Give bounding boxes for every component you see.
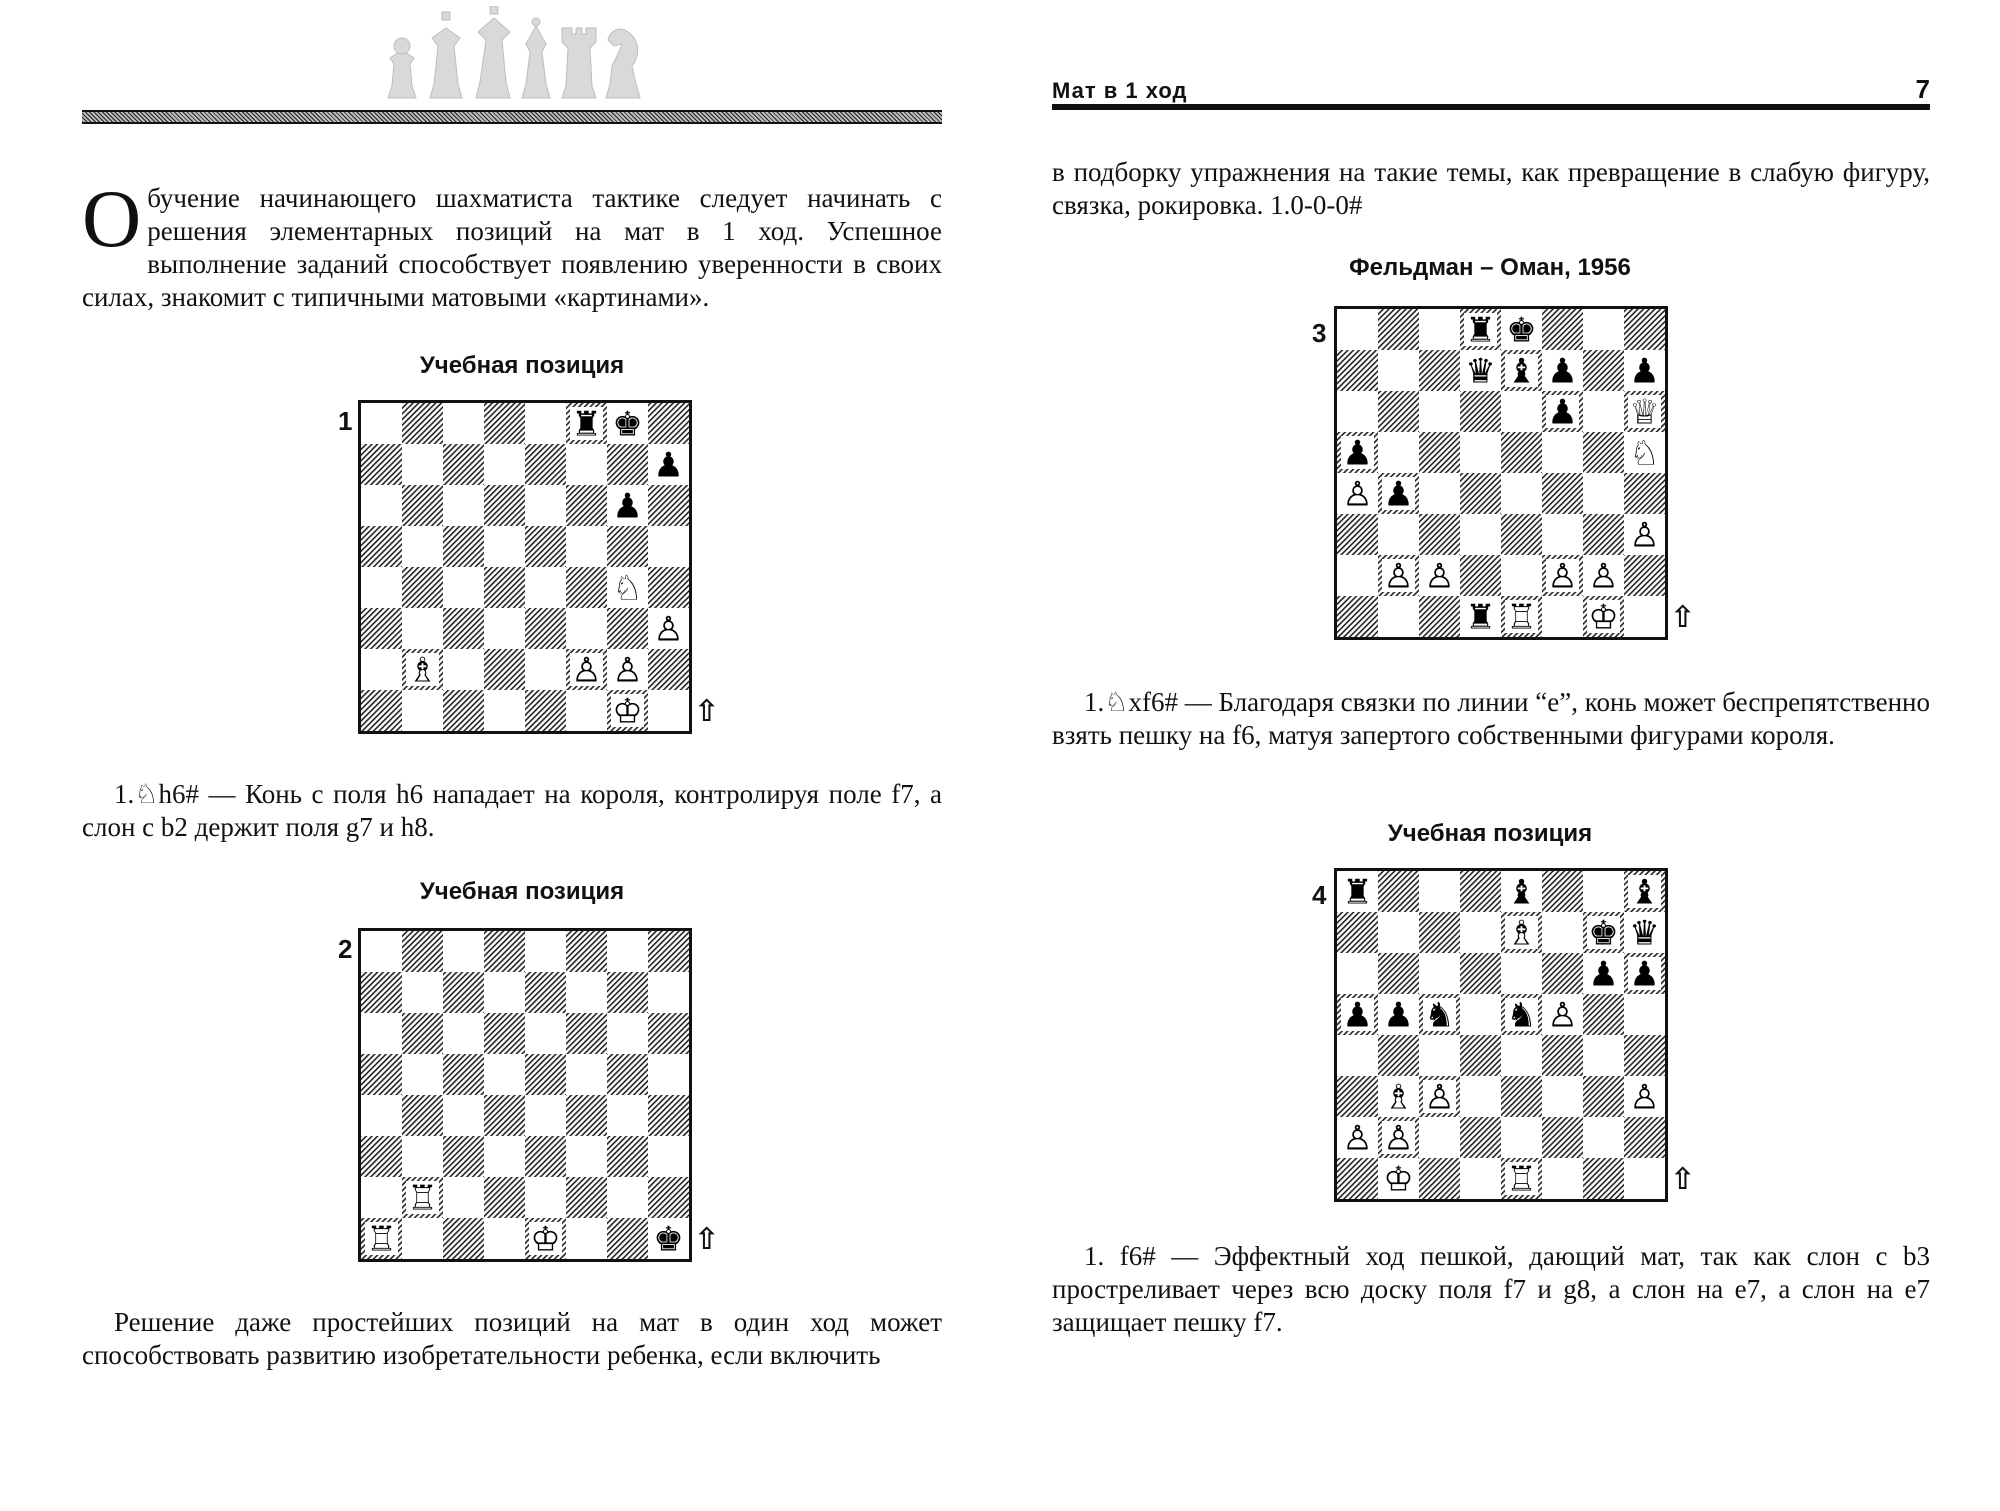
dark-square <box>1542 1117 1583 1158</box>
dropcap: О <box>82 173 142 264</box>
dark-square <box>1337 596 1378 637</box>
white-bishop-icon <box>1382 1078 1415 1118</box>
dark-square <box>1624 309 1665 350</box>
svg-text:♛: ♛ <box>1465 351 1496 392</box>
dark-square <box>402 931 443 972</box>
white-knight-icon <box>611 569 644 609</box>
dark-square <box>1460 391 1501 432</box>
svg-text:♔: ♔ <box>530 1219 561 1259</box>
svg-text:♞: ♞ <box>1506 995 1537 1036</box>
knight-icon: ♘ <box>1104 687 1129 718</box>
chessboard-2 <box>358 928 692 1262</box>
svg-text:♚: ♚ <box>653 1219 684 1259</box>
svg-text:♝: ♝ <box>1629 872 1660 913</box>
white-bishop-icon <box>1505 914 1538 954</box>
dark-square <box>484 485 525 526</box>
closing-paragraph <box>82 1306 942 1372</box>
dark-square <box>607 1054 648 1095</box>
dark-square <box>361 1054 402 1095</box>
white-pawn-icon <box>1587 557 1620 597</box>
svg-text:♙: ♙ <box>1424 1077 1455 1118</box>
dark-square <box>361 526 402 567</box>
black-rook-icon <box>1464 311 1497 351</box>
board-squares <box>361 931 689 1259</box>
dark-square <box>443 444 484 485</box>
dark-square <box>1337 514 1378 555</box>
svg-text:♙: ♙ <box>1547 995 1578 1036</box>
dark-square <box>648 1095 689 1136</box>
svg-text:♙: ♙ <box>1629 1077 1660 1118</box>
dark-square <box>1460 953 1501 994</box>
dark-square <box>648 1177 689 1218</box>
dark-square <box>607 526 648 567</box>
svg-text:♙: ♙ <box>1547 556 1578 597</box>
dark-square <box>1460 871 1501 912</box>
dark-square <box>648 485 689 526</box>
dark-square <box>1460 555 1501 596</box>
running-head: Мат в 1 ход <box>1052 78 1188 103</box>
dark-square <box>566 567 607 608</box>
diagram-4-heading: Учебная позиция <box>1387 820 1593 847</box>
solution-3-text: xf6# — Благодаря связки по линии “е”, конь может беспрепятственно взять пешку на f6, матуя запертого собственными фигурами короля. <box>1052 687 1930 750</box>
dark-square <box>1501 514 1542 555</box>
white-to-move-icon: ⇧ <box>1670 1162 1696 1197</box>
white-pawn-icon <box>1423 1078 1456 1118</box>
black-rook-icon <box>570 405 603 445</box>
black-bishop-icon <box>1628 873 1661 913</box>
solution-3 <box>1052 686 1930 752</box>
svg-text:♖: ♖ <box>1506 1159 1537 1199</box>
black-pawn-icon <box>1628 352 1661 392</box>
svg-text:♚: ♚ <box>1506 310 1537 351</box>
dark-square <box>484 1013 525 1054</box>
dark-square <box>402 403 443 444</box>
black-knight-icon <box>1423 996 1456 1036</box>
dark-square <box>361 444 402 485</box>
svg-text:♗: ♗ <box>407 650 438 691</box>
white-pawn-icon <box>1341 475 1374 515</box>
svg-text:♟: ♟ <box>1588 954 1619 995</box>
solution-3-prefix: 1. <box>1084 687 1105 717</box>
dark-square <box>1378 871 1419 912</box>
black-pawn-icon <box>1382 996 1415 1036</box>
dark-square <box>1378 1035 1419 1076</box>
dark-square <box>1583 432 1624 473</box>
white-pawn-icon <box>652 610 685 650</box>
header-chess-pieces-decoration <box>370 6 650 104</box>
dark-square <box>607 1136 648 1177</box>
board-squares <box>361 403 689 731</box>
dark-square <box>402 1095 443 1136</box>
svg-text:♙: ♙ <box>1383 556 1414 597</box>
dark-square <box>443 1218 484 1259</box>
white-pawn-icon <box>1546 996 1579 1036</box>
dark-square <box>402 567 443 608</box>
diagram-4-number: 4 <box>1312 880 1327 910</box>
white-bishop-icon <box>406 651 439 691</box>
black-pawn-icon <box>1382 475 1415 515</box>
black-rook-icon <box>1464 598 1497 638</box>
svg-text:♙: ♙ <box>1342 474 1373 515</box>
white-rook-icon <box>365 1220 398 1260</box>
white-pawn-icon <box>1382 557 1415 597</box>
dark-square <box>484 931 525 972</box>
board-squares <box>1337 871 1665 1199</box>
dark-square <box>525 690 566 731</box>
dark-square <box>607 1218 648 1259</box>
chessboard-4 <box>1334 868 1668 1202</box>
dark-square <box>1337 1158 1378 1199</box>
white-pawn-icon <box>1423 557 1456 597</box>
svg-text:♔: ♔ <box>612 691 643 731</box>
svg-text:♘: ♘ <box>612 568 643 609</box>
black-pawn-icon <box>1341 996 1374 1036</box>
white-to-move-icon: ⇧ <box>1670 600 1696 635</box>
dark-square <box>525 1054 566 1095</box>
right-page <box>1000 0 2000 1511</box>
dark-square <box>648 403 689 444</box>
white-pawn-icon <box>611 651 644 691</box>
dark-square <box>1378 391 1419 432</box>
black-queen-icon <box>1464 352 1497 392</box>
dark-square <box>361 690 402 731</box>
closing-text: Решение даже простейших позиций на мат в один ход может способствовать развитию изобретательности ребенка, если включить <box>82 1307 942 1370</box>
white-pawn-icon <box>1628 516 1661 556</box>
black-king-icon <box>1587 914 1620 954</box>
chessboard-1 <box>358 400 692 734</box>
intro-paragraph <box>82 173 942 314</box>
dark-square <box>525 444 566 485</box>
dark-square <box>402 1013 443 1054</box>
dark-square <box>484 403 525 444</box>
svg-text:♙: ♙ <box>1342 1118 1373 1159</box>
svg-text:♙: ♙ <box>1629 515 1660 556</box>
white-king-icon <box>1382 1160 1415 1200</box>
dark-square <box>525 1136 566 1177</box>
solution-4 <box>1052 1240 1930 1339</box>
dark-square <box>1419 596 1460 637</box>
intro-text: бучение начинающего шахматиста тактике следует начинать с решения элементарных позиций на мат в 1 ход. Успешное выполнение заданий способствует появлению уверенности в своих силах, знакомит с типичными матовыми «картинами». <box>82 183 942 312</box>
dark-square <box>1378 953 1419 994</box>
svg-text:♟: ♟ <box>1383 995 1414 1036</box>
dark-square <box>648 649 689 690</box>
black-bishop-icon <box>1505 873 1538 913</box>
white-to-move-icon: ⇧ <box>694 1222 720 1257</box>
svg-text:♙: ♙ <box>571 650 602 691</box>
black-pawn-icon <box>1587 955 1620 995</box>
black-rook-icon <box>1341 873 1374 913</box>
diagram-2-heading: Учебная позиция <box>419 878 625 905</box>
svg-text:♕: ♕ <box>1629 392 1660 433</box>
dark-square <box>484 649 525 690</box>
svg-text:♙: ♙ <box>1383 1118 1414 1159</box>
svg-text:♟: ♟ <box>612 486 643 527</box>
dark-square <box>566 1013 607 1054</box>
white-pawn-icon <box>570 651 603 691</box>
dark-square <box>1501 1076 1542 1117</box>
dark-square <box>1460 1035 1501 1076</box>
dark-square <box>1624 1117 1665 1158</box>
svg-text:♙: ♙ <box>612 650 643 691</box>
diagram-1-heading: Учебная позиция <box>419 352 625 379</box>
diagram-3-heading: Фельдман – Оман, 1956 <box>1349 254 1631 281</box>
svg-text:♙: ♙ <box>1588 556 1619 597</box>
svg-text:♟: ♟ <box>653 445 684 486</box>
black-pawn-icon <box>1628 955 1661 995</box>
dark-square <box>361 1136 402 1177</box>
header-rule <box>82 110 942 124</box>
svg-text:♚: ♚ <box>1588 913 1619 954</box>
diagram-2-number: 2 <box>338 934 353 964</box>
dark-square <box>1542 871 1583 912</box>
solution-1-prefix: 1. <box>114 779 135 809</box>
white-pawn-icon <box>1546 557 1579 597</box>
dark-square <box>443 526 484 567</box>
svg-text:♜: ♜ <box>1342 872 1373 913</box>
dark-square <box>443 690 484 731</box>
svg-text:♙: ♙ <box>653 609 684 650</box>
dark-square <box>361 608 402 649</box>
svg-text:♘: ♘ <box>1629 433 1660 474</box>
solution-4-text: 1. f6# — Эффектный ход пешкой, дающий мат, так как слон с b3 простреливает через всю доску поля f7 и g8, а слон на е7, а слон на е7 защищает пешку f7. <box>1052 1241 1930 1337</box>
dark-square <box>607 608 648 649</box>
white-queen-icon <box>1628 393 1661 433</box>
white-rook-icon <box>1505 1160 1538 1200</box>
white-king-icon <box>529 1220 562 1260</box>
svg-text:♛: ♛ <box>1629 913 1660 954</box>
chessboard-3 <box>1334 306 1668 640</box>
black-knight-icon <box>1505 996 1538 1036</box>
svg-text:♟: ♟ <box>1629 351 1660 392</box>
svg-text:♟: ♟ <box>1547 351 1578 392</box>
dark-square <box>607 972 648 1013</box>
diagram-3-number: 3 <box>1312 318 1327 348</box>
svg-text:♖: ♖ <box>366 1219 397 1259</box>
svg-text:♟: ♟ <box>1342 995 1373 1036</box>
white-pawn-icon <box>1341 1119 1374 1159</box>
black-pawn-icon <box>1341 434 1374 474</box>
svg-text:♜: ♜ <box>1465 310 1496 351</box>
dark-square <box>1337 1076 1378 1117</box>
black-bishop-icon <box>1505 352 1538 392</box>
dark-square <box>1542 953 1583 994</box>
dark-square <box>1419 514 1460 555</box>
white-pawn-icon <box>1382 1119 1415 1159</box>
white-pawn-icon <box>1628 1078 1661 1118</box>
white-rook-icon <box>1505 598 1538 638</box>
dark-square <box>484 567 525 608</box>
dark-square <box>566 485 607 526</box>
page-number: 7 <box>1915 74 1930 104</box>
svg-text:♜: ♜ <box>571 404 602 445</box>
dark-square <box>1583 350 1624 391</box>
svg-text:♗: ♗ <box>1506 913 1537 954</box>
svg-text:♞: ♞ <box>1424 995 1455 1036</box>
dark-square <box>1542 1035 1583 1076</box>
svg-text:♗: ♗ <box>1383 1077 1414 1118</box>
dark-square <box>1419 912 1460 953</box>
dark-square <box>443 608 484 649</box>
dark-square <box>566 931 607 972</box>
dark-square <box>1419 1158 1460 1199</box>
black-queen-icon <box>1628 914 1661 954</box>
dark-square <box>1419 432 1460 473</box>
dark-square <box>566 1177 607 1218</box>
solution-1 <box>82 778 942 844</box>
dark-square <box>1460 1117 1501 1158</box>
dark-square <box>1542 473 1583 514</box>
diagram-1-number: 1 <box>338 406 353 436</box>
white-to-move-icon: ⇧ <box>694 694 720 729</box>
dark-square <box>443 1136 484 1177</box>
dark-square <box>566 1095 607 1136</box>
board-squares <box>1337 309 1665 637</box>
dark-square <box>443 972 484 1013</box>
dark-square <box>1378 309 1419 350</box>
svg-text:♝: ♝ <box>1506 872 1537 913</box>
dark-square <box>1583 994 1624 1035</box>
dark-square <box>1583 1158 1624 1199</box>
svg-text:♟: ♟ <box>1547 392 1578 433</box>
dark-square <box>648 931 689 972</box>
dark-square <box>607 444 648 485</box>
svg-text:♟: ♟ <box>1629 954 1660 995</box>
dark-square <box>1337 912 1378 953</box>
dark-square <box>1624 555 1665 596</box>
svg-text:♟: ♟ <box>1383 474 1414 515</box>
black-pawn-icon <box>1546 352 1579 392</box>
black-pawn-icon <box>652 446 685 486</box>
black-king-icon <box>611 405 644 445</box>
white-rook-icon <box>406 1179 439 1219</box>
black-king-icon <box>1505 311 1538 351</box>
dark-square <box>1583 1076 1624 1117</box>
dark-square <box>1583 514 1624 555</box>
dark-square <box>1460 473 1501 514</box>
white-king-icon <box>611 692 644 732</box>
dark-square <box>1501 432 1542 473</box>
dark-square <box>484 1177 525 1218</box>
svg-text:♜: ♜ <box>1465 597 1496 637</box>
white-king-icon <box>1587 598 1620 638</box>
dark-square <box>1542 309 1583 350</box>
svg-text:♝: ♝ <box>1506 351 1537 392</box>
solution-1-text: h6# — Конь с поля h6 нападает на короля, контролируя поле f7, а слон с b2 держит поля g7 и h8. <box>82 779 942 842</box>
continuation-paragraph: в подборку упражнения на такие темы, как превращение в слабую фигуру, связка, рокировка. 1.0-0-0# <box>1052 157 1930 220</box>
dark-square <box>525 972 566 1013</box>
knight-icon: ♘ <box>134 779 159 810</box>
black-pawn-icon <box>1546 393 1579 433</box>
white-knight-icon <box>1628 434 1661 474</box>
svg-text:♙: ♙ <box>1424 556 1455 597</box>
dark-square <box>402 485 443 526</box>
svg-text:♟: ♟ <box>1342 433 1373 474</box>
header-rule <box>1052 104 1930 110</box>
dark-square <box>648 1013 689 1054</box>
dark-square <box>361 972 402 1013</box>
dark-square <box>525 608 566 649</box>
svg-text:♖: ♖ <box>407 1178 438 1219</box>
dark-square <box>484 1095 525 1136</box>
dark-square <box>648 567 689 608</box>
svg-text:♔: ♔ <box>1383 1159 1414 1199</box>
black-pawn-icon <box>611 487 644 527</box>
dark-square <box>1337 350 1378 391</box>
dark-square <box>1419 350 1460 391</box>
dark-square <box>525 526 566 567</box>
dark-square <box>1624 1035 1665 1076</box>
black-king-icon <box>652 1220 685 1260</box>
dark-square <box>443 1054 484 1095</box>
svg-text:♚: ♚ <box>612 404 643 445</box>
dark-square <box>1624 473 1665 514</box>
svg-text:♖: ♖ <box>1506 597 1537 637</box>
svg-text:♔: ♔ <box>1588 597 1619 637</box>
